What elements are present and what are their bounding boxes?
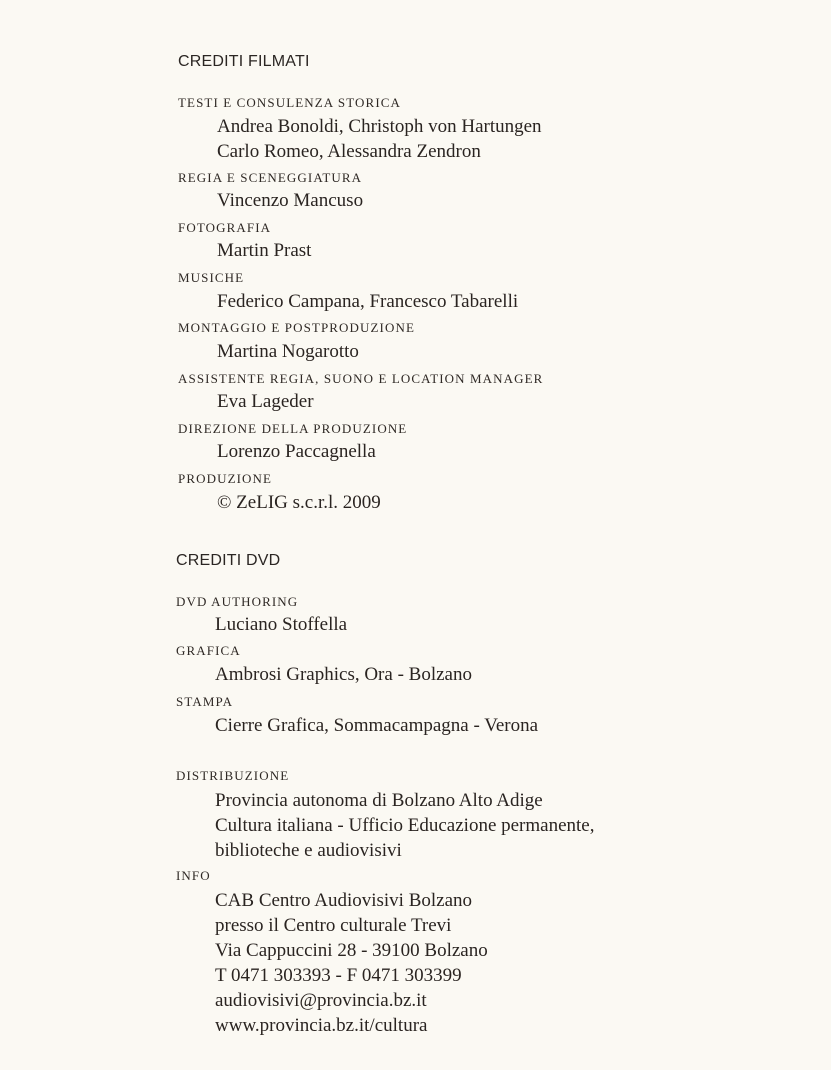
regia-label: REGIA E SCENEGGIATURA: [178, 170, 363, 185]
info-label: INFO: [176, 868, 211, 883]
musiche-label: MUSICHE: [178, 270, 245, 285]
testi-names-line1: Andrea Bonoldi, Christoph von Hartungen: [217, 116, 542, 137]
info-line4: T 0471 303393 - F 0471 303399: [215, 965, 462, 986]
info-line2: presso il Centro culturale Trevi: [215, 915, 452, 936]
direzione-value: Lorenzo Paccagnella: [217, 441, 376, 462]
info-line1: CAB Centro Audiovisivi Bolzano: [215, 890, 473, 911]
dvd-authoring-label: DVD AUTHORING: [176, 594, 299, 609]
montaggio-value: Martina Nogarotto: [217, 341, 359, 362]
grafica-label: GRAFICA: [176, 643, 241, 658]
distribuzione-line1: Provincia autonoma di Bolzano Alto Adige: [215, 790, 543, 811]
stampa-value: Cierre Grafica, Sommacampagna - Verona: [215, 715, 539, 736]
montaggio-label: MONTAGGIO E POSTPRODUZIONE: [178, 320, 415, 335]
fotografia-value: Martin Prast: [217, 240, 312, 261]
fotografia-label: FOTOGRAFIA: [178, 220, 272, 235]
assistente-value: Eva Lageder: [217, 391, 314, 412]
testi-names-line2: Carlo Romeo, Alessandra Zendron: [217, 141, 481, 162]
assistente-label: ASSISTENTE REGIA, SUONO E LOCATION MANAGER: [178, 371, 544, 386]
info-website: www.provincia.bz.it/cultura: [215, 1015, 428, 1036]
dvd-authoring-value: Luciano Stoffella: [215, 614, 348, 635]
crediti-dvd-heading: CREDITI DVD: [176, 552, 281, 569]
distribuzione-line3: biblioteche e audiovisivi: [215, 840, 402, 861]
testi-label: TESTI E CONSULENZA STORICA: [178, 95, 402, 110]
info-line3: Via Cappuccini 28 - 39100 Bolzano: [215, 940, 488, 961]
direzione-label: DIREZIONE DELLA PRODUZIONE: [178, 421, 408, 436]
produzione-label: PRODUZIONE: [178, 471, 273, 486]
distribuzione-line2: Cultura italiana - Ufficio Educazione permanente,: [215, 815, 595, 836]
crediti-filmati-heading: CREDITI FILMATI: [178, 53, 310, 70]
grafica-value: Ambrosi Graphics, Ora - Bolzano: [215, 664, 472, 685]
distribuzione-label: DISTRIBUZIONE: [176, 768, 290, 783]
info-email: audiovisivi@provincia.bz.it: [215, 990, 427, 1011]
stampa-label: STAMPA: [176, 694, 234, 709]
produzione-value: © ZeLIG s.c.r.l. 2009: [217, 492, 381, 513]
musiche-value: Federico Campana, Francesco Tabarelli: [217, 291, 519, 312]
regia-value: Vincenzo Mancuso: [217, 190, 364, 211]
